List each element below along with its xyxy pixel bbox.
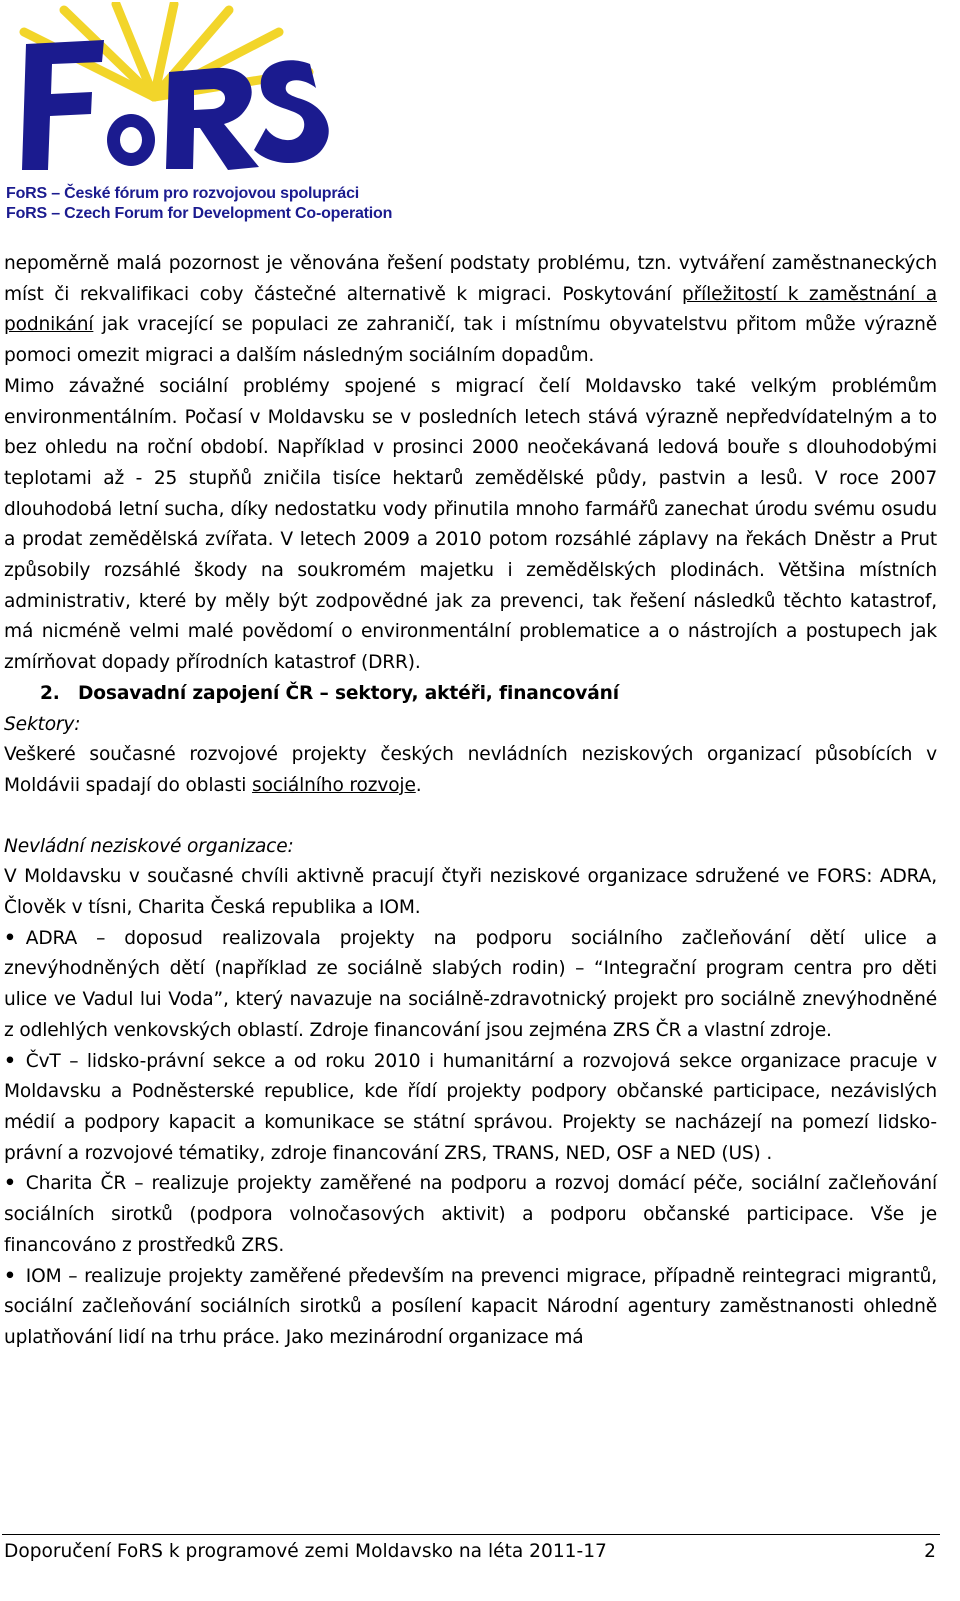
spacer xyxy=(4,802,937,832)
page-number: 2 xyxy=(924,1541,936,1562)
paragraph-employment xyxy=(4,249,937,372)
list-item-adra xyxy=(4,924,937,1047)
paragraph-text: Veškeré současné rozvojové projekty českých nevládních neziskových organizací působících v Moldávii spadají do oblasti xyxy=(4,744,937,796)
paragraph-environment: Mimo závažné sociální problémy spojené s migrací čelí Moldavsko také velkým problémům environmentálním. Počasí v Moldavsku se v posledních letech stává výrazně nepředvídatelným a to bez ohledu na roční období. Například v prosinci 2000 neočekávaná ledová bouře s dlouhodobými teplotami až - 25 stupňů zničila tisíce hektarů zemědělské půdy, pastvin a lesů. V roce 2007 dlouhodobá letní sucha, díky nedostatku vody přinutila mnoho farmářů zanechat úrodu svému osudu a prodat zemědělská zvířata. V letech 2009 a 2010 potom rozsáhlé záplavy na řekách Dněstr a Prut způsobily rozsáhlé škody na soukromém majetku i zemědělských plodinách. Většina místních administrativ, které by měly být zodpovědné jak za prevenci, tak řešení následků těchto katastrof, má nicméně velmi malé povědomí o environmentální problematice a o nástrojích a postupech jak zmírňovat dopady přírodních katastrof (DRR). xyxy=(4,375,937,674)
section-number: 2. xyxy=(40,682,60,704)
list-item-text: ČvT – lidsko-právní sekce a od roku 2010 i humanitární a rozvojová sekce organizace pracuje v Moldavsku a Podněsterské republice, kde řídí projekty podpory občanské participace, nezávislých médií a podpory kapacit a komunikace se státní správou. Projekty se nacházejí na pomezí lidsko-právní a rozvojové tématiky, zdroje financování ZRS, TRANS, NED, OSF a NED (US) . xyxy=(4,1050,937,1164)
bullet-icon: • xyxy=(4,1173,16,1195)
ngo-label: Nevládní neziskové organizace: xyxy=(4,835,294,857)
list-item-text: Charita ČR – realizuje projekty zaměřené na podporu a rozvoj domácí péče, sociální začleňování sociálních sirotků (podpora volnočasových aktivit) a podporu občanské participace. Vše je financováno z prostředků ZRS. xyxy=(4,1173,937,1256)
sectors-label: Sektory: xyxy=(4,713,81,735)
document-body xyxy=(4,249,937,1354)
footer-divider xyxy=(2,1534,940,1535)
list-item-text: IOM – realizuje projekty zaměřené především na prevenci migrace, případně reintegraci migrantů, sociální začleňování sociálních sirotků a posílení kapacit Národní agentury zaměstnanosti ohledně uplatňování lidí na trhu práce. Jako mezinárodní organizace má xyxy=(4,1265,937,1348)
footer-title: Doporučení FoRS k programové zemi Moldavsko na léta 2011-17 xyxy=(4,1541,607,1562)
list-item-iom xyxy=(4,1262,937,1354)
paragraph-text: . xyxy=(415,774,422,796)
fors-logo xyxy=(4,2,424,224)
fors-logo-mark xyxy=(4,2,424,187)
link-social-development[interactable]: sociálního rozvoje xyxy=(252,774,416,796)
logo-caption-en: FoRS – Czech Forum for Development Co-operation xyxy=(6,205,393,222)
bullet-icon: • xyxy=(4,927,16,949)
list-item-cvt xyxy=(4,1047,937,1170)
bullet-icon: • xyxy=(4,1265,16,1287)
ngo-intro: V Moldavsku v současné chvíli aktivně pracují čtyři neziskové organizace sdružené ve FORS: ADRA, Člověk v tísni, Charita Česká republika a IOM. xyxy=(4,866,937,919)
sectors-paragraph xyxy=(4,740,937,801)
bullet-icon: • xyxy=(4,1050,16,1072)
link-employment-opportunities[interactable]: příležitostí k zaměstnání a podnikání xyxy=(4,283,937,336)
section-title: Dosavadní zapojení ČR – sektory, aktéři, financování xyxy=(78,682,619,704)
logo-caption-cs: FoRS – České fórum pro rozvojovou spolupráci xyxy=(6,185,360,202)
page-footer xyxy=(4,1538,936,1566)
list-item-charita xyxy=(4,1169,937,1261)
paragraph-text: jak vracející se populaci ze zahraničí, tak i místnímu obyvatelstvu přitom může výrazně pomoci omezit migraci a dalším následným sociálním dopadům. xyxy=(4,314,937,367)
paragraph-text: nepoměrně malá pozornost je věnována řešení podstaty problému, tzn. vytváření zaměstnaneckých míst či rekvalifikaci coby částečné alternativě k migraci. Poskytování xyxy=(4,253,937,305)
list-item-text: ADRA – doposud realizovala projekty na podporu sociálního začleňování dětí ulice a znevýhodněných dětí (například ze sociálně slabých rodin) – “Integrační program centra pro děti ulice ve Vadul lui Voda”, který navazuje na sociálně-zdravotnický projekt pro sociálně znevýhodněné z odlehlých venkovských oblastí. Zdroje financování jsou zejména ZRS ČR a vlastní zdroje. xyxy=(4,927,937,1041)
section-heading xyxy=(4,679,937,710)
